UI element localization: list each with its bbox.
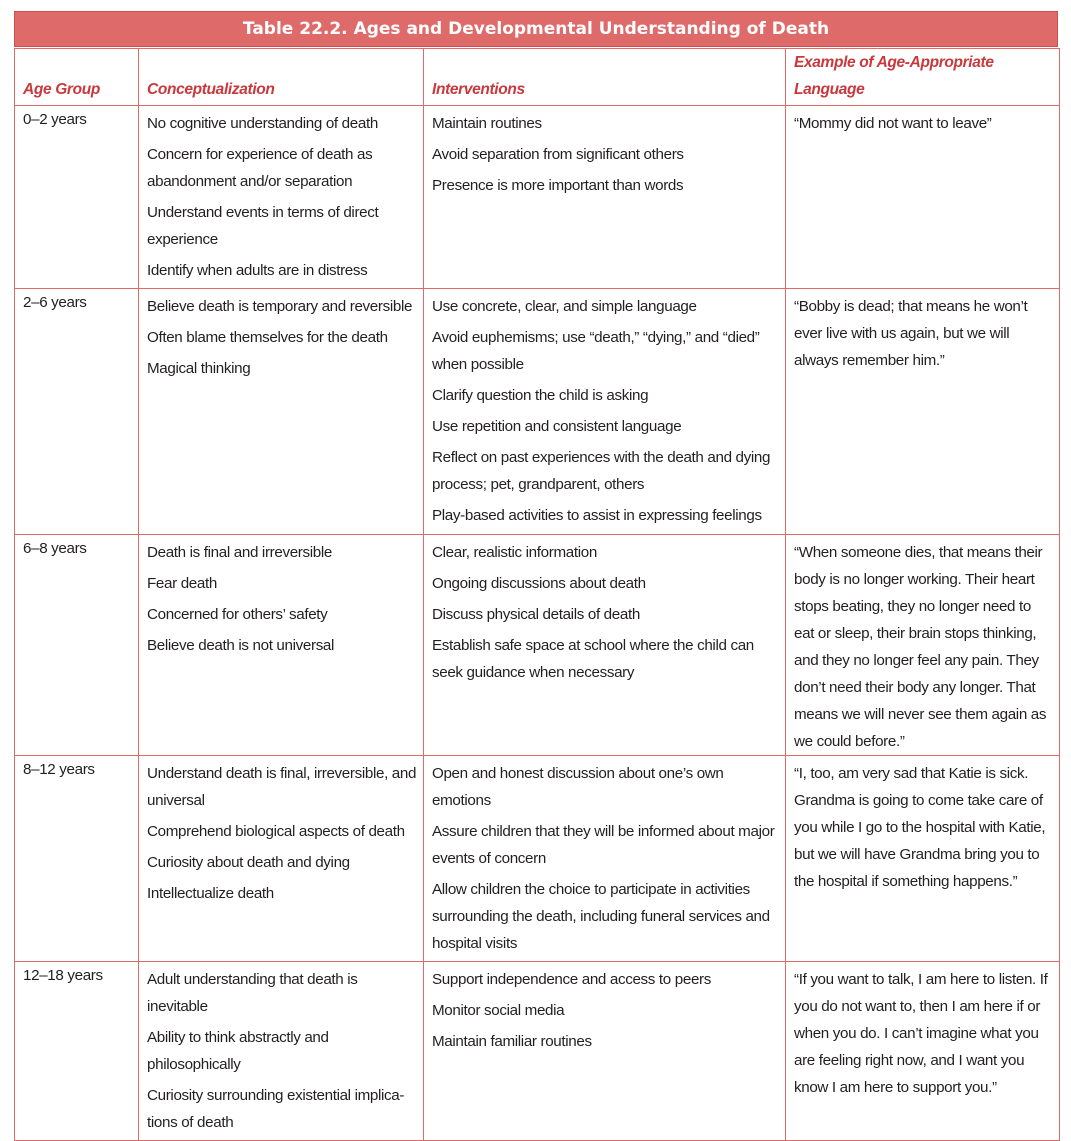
development-table (14, 48, 1060, 1141)
list-item: Discuss physical details of death (432, 606, 640, 623)
list-item: Avoid separation from significant others (432, 146, 684, 163)
list-item: Play-based activities to assist in expressing feelings (432, 507, 762, 524)
list-item: Concern for experience of death as abandonment and/or separation (147, 146, 373, 190)
list-item: Adult understanding that death is inevitable (147, 971, 358, 1015)
table-row (15, 756, 1060, 962)
list-item: Curiosity about death and dying (147, 854, 350, 871)
list-item: Support independence and access to peers (432, 971, 711, 988)
conceptualization-cell (139, 756, 424, 962)
list-item: Use concrete, clear, and simple language (432, 298, 697, 315)
example-cell (786, 106, 1060, 289)
age-label: 8–12 years (23, 761, 95, 778)
list-item: Believe death is not universal (147, 637, 335, 654)
list-item: Monitor social media (432, 1002, 565, 1019)
table-row (15, 289, 1060, 535)
list-item: Ongoing discussions about death (432, 575, 646, 592)
list-item: Clarify question the child is asking (432, 387, 649, 404)
conceptualization-cell (139, 962, 424, 1141)
list-item: Establish safe space at school where the child can seek guidance when necessary (432, 637, 754, 681)
list-item: No cognitive understanding of death (147, 115, 378, 132)
example-quote: “When someone dies, that means their body is no longer working. Their heart stops beating, they no longer need to eat or sleep, their brain stops thinking, and they no longer feel any pain. They don’t need their body any longer. That means we will never see them again as we could before.” (794, 544, 1047, 750)
list-item: Concerned for others’ safety (147, 606, 328, 623)
list-item: Understand events in terms of direct experience (147, 204, 379, 248)
age-label: 12–18 years (23, 967, 103, 984)
example-cell (786, 962, 1060, 1141)
header-example-language: Example of Age-Appropriate Language (786, 49, 1060, 106)
interventions-cell (424, 106, 786, 289)
interventions-cell (424, 756, 786, 962)
age-cell (15, 962, 139, 1141)
table-row (15, 535, 1060, 756)
list-item: Curiosity surrounding existential implica-tions of death (147, 1087, 405, 1131)
list-item: Clear, realistic information (432, 544, 597, 561)
list-item: Assure children that they will be informed about major events of concern (432, 823, 775, 867)
interventions-cell (424, 962, 786, 1141)
header-row (15, 49, 1060, 106)
list-item: Reflect on past experiences with the death and dying process; pet, grandparent, others (432, 449, 771, 493)
conceptualization-cell (139, 535, 424, 756)
list-item: Identify when adults are in distress (147, 262, 368, 279)
list-item: Understand death is final, irreversible, and universal (147, 765, 417, 809)
list-item: Open and honest discussion about one’s own emotions (432, 765, 724, 809)
list-item: Maintain familiar routines (432, 1033, 592, 1050)
age-label: 0–2 years (23, 111, 87, 128)
header-interventions: Interventions (424, 49, 786, 106)
list-item: Fear death (147, 575, 217, 592)
list-item: Believe death is temporary and reversible (147, 298, 413, 315)
age-cell (15, 535, 139, 756)
age-cell (15, 106, 139, 289)
list-item: Intellectualize death (147, 885, 274, 902)
list-item: Comprehend biological aspects of death (147, 823, 405, 840)
age-label: 6–8 years (23, 540, 87, 557)
example-quote: “I, too, am very sad that Katie is sick. Grandma is going to come take care of you while I go to the hospital with Katie, but we will have Grandma bring you to the hospital if something happens.” (794, 765, 1046, 890)
example-cell (786, 289, 1060, 535)
table-row (15, 106, 1060, 289)
example-cell (786, 756, 1060, 962)
list-item: Use repetition and consistent language (432, 418, 682, 435)
interventions-cell (424, 535, 786, 756)
list-item: Maintain routines (432, 115, 542, 132)
list-item: Allow children the choice to participate in activities surrounding the death, including funeral services and hospital visits (432, 881, 770, 952)
conceptualization-cell (139, 106, 424, 289)
table-row (15, 962, 1060, 1141)
list-item: Often blame themselves for the death (147, 329, 388, 346)
age-label: 2–6 years (23, 294, 87, 311)
conceptualization-cell (139, 289, 424, 535)
list-item: Death is final and irreversible (147, 544, 332, 561)
interventions-cell (424, 289, 786, 535)
example-quote: “If you want to talk, I am here to listen. If you do not want to, then I am here if or when you do. I can’t imagine what you are feeling right now, and I want you know I am here to support you.” (794, 971, 1048, 1096)
list-item: Ability to think abstractly and philosophically (147, 1029, 329, 1073)
header-conceptualization: Conceptualization (139, 49, 424, 106)
header-age-group: Age Group (15, 49, 139, 106)
age-cell (15, 289, 139, 535)
list-item: Avoid euphemisms; use “death,” “dying,” and “died” when possible (432, 329, 760, 373)
example-quote: “Mommy did not want to leave” (794, 115, 992, 132)
list-item: Magical thinking (147, 360, 251, 377)
example-quote: “Bobby is dead; that means he won’t ever live with us again, but we will always remember him.” (794, 298, 1028, 369)
list-item: Presence is more important than words (432, 177, 684, 194)
table-title: Table 22.2. Ages and Developmental Understanding of Death (14, 11, 1058, 47)
age-cell (15, 756, 139, 962)
example-cell (786, 535, 1060, 756)
